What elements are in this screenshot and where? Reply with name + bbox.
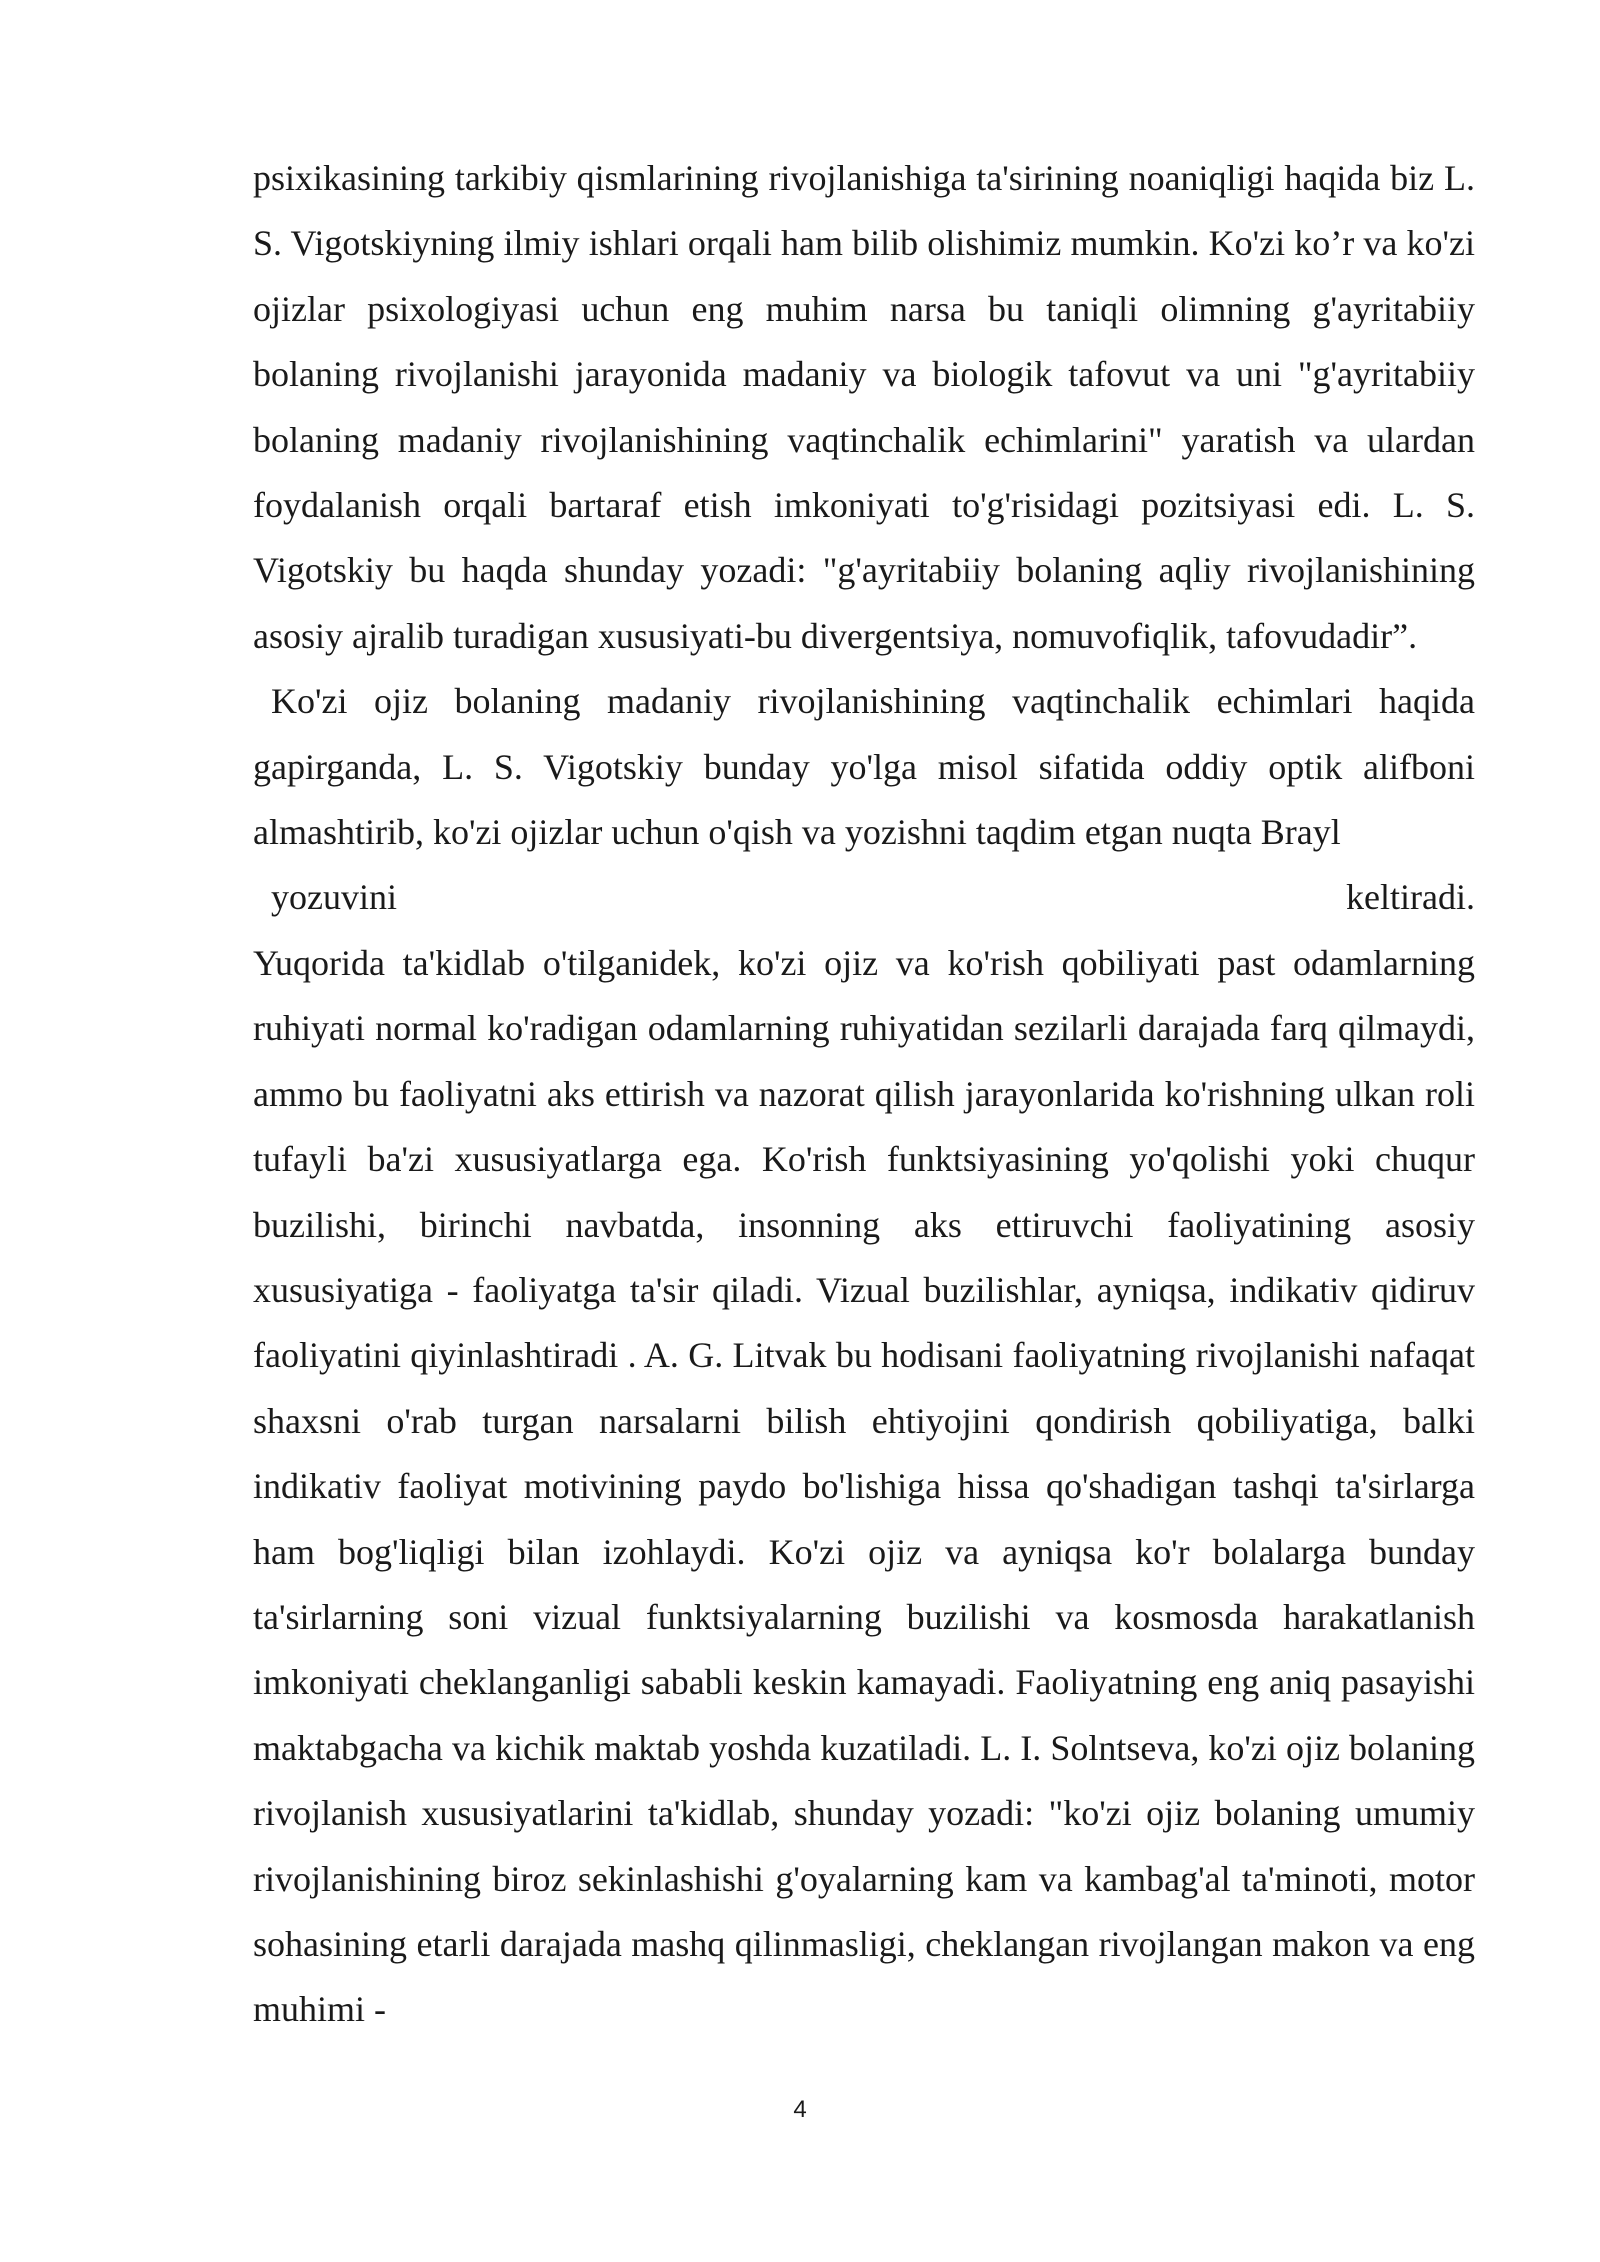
paragraph-2-last-left: yozuvini xyxy=(271,877,397,918)
paragraph-2 xyxy=(253,669,1475,931)
paragraph-2-last-right: keltiradi. xyxy=(1346,877,1475,918)
paragraph-2-last-line xyxy=(253,865,1475,930)
page-number: 4 xyxy=(793,2096,807,2123)
document-body xyxy=(253,146,1475,2043)
paragraph-3: Yuqorida ta'kidlab o'tilganidek, ko'zi ojiz va ko'rish qobiliyati past odamlarning ruhiyati normal ko'radigan odamlarning ruhiyatidan sezilarli darajada farq qilmaydi, ammo bu faoliyatni aks ettirish va nazorat qilish jarayonlarida ko'rishning ulkan roli tufayli ba'zi xususiyatlarga ega. Ko'rish funktsiyasining yo'qolishi yoki chuqur buzilishi, birinchi navbatda, insonning aks ettiruvchi faoliyatining asosiy xususiyatiga - faoliyatga ta'sir qiladi. Vizual buzilishlar, ayniqsa, indikativ qidiruv faoliyatini qiyinlashtiradi . A. G. Litvak bu hodisani faoliyatning rivojlanishi nafaqat shaxsni o'rab turgan narsalarni bilish ehtiyojini qondirish qobiliyatiga, balki indikativ faoliyat motivining paydo bo'lishiga hissa qo'shadigan tashqi ta'sirlarga ham bog'liqligi bilan izohlaydi. Ko'zi ojiz va ayniqsa ko'r bolalarga bunday ta'sirlarning soni vizual funktsiyalarning buzilishi va kosmosda harakatlanish imkoniyati cheklanganligi sababli keskin kamayadi. Faoliyatning eng aniq pasayishi maktabgacha va kichik maktab yoshda kuzatiladi. L. I. Solntseva, ko'zi ojiz bolaning rivojlanish xususiyatlarini ta'kidlab, shunday yozadi: "ko'zi ojiz bolaning umumiy rivojlanishining biroz sekinlashishi g'oyalarning kam va kambag'al ta'minoti, motor sohasining etarli darajada mashq qilinmasligi, cheklangan rivojlangan makon va eng muhimi - xyxy=(253,942,1475,2030)
paragraph-1: psixikasining tarkibiy qismlarining rivojlanishiga ta'sirining noaniqligi haqida biz L. S. Vigotskiyning ilmiy ishlari orqali ham bilib olishimiz mumkin. Ko'zi ko’r va ko'zi ojizlar psixologiyasi uchun eng muhim narsa bu taniqli olimning g'ayritabiiy bolaning rivojlanishi jarayonida madaniy va biologik tafovut va uni "g'ayritabiiy bolaning madaniy rivojlanishining vaqtinchalik echimlarini" yaratish va ulardan foydalanish orqali bartaraf etish imkoniyati to'g'risidagi pozitsiyasi edi. L. S. Vigotskiy bu haqda shunday yozadi: "g'ayritabiiy bolaning aqliy rivojlanishining asosiy ajralib turadigan xususiyati-bu divergentsiya, nomuvofiqlik, tafovudadir”. xyxy=(253,158,1475,656)
paragraph-2-text: Ko'zi ojiz bolaning madaniy rivojlanishining vaqtinchalik echimlari haqida gapirganda, L. S. Vigotskiy bunday yo'lga misol sifatida oddiy optik alifboni almashtirib, ko'zi ojizlar uchun o'qish va yozishni taqdim etgan nuqta Brayl xyxy=(253,681,1475,853)
